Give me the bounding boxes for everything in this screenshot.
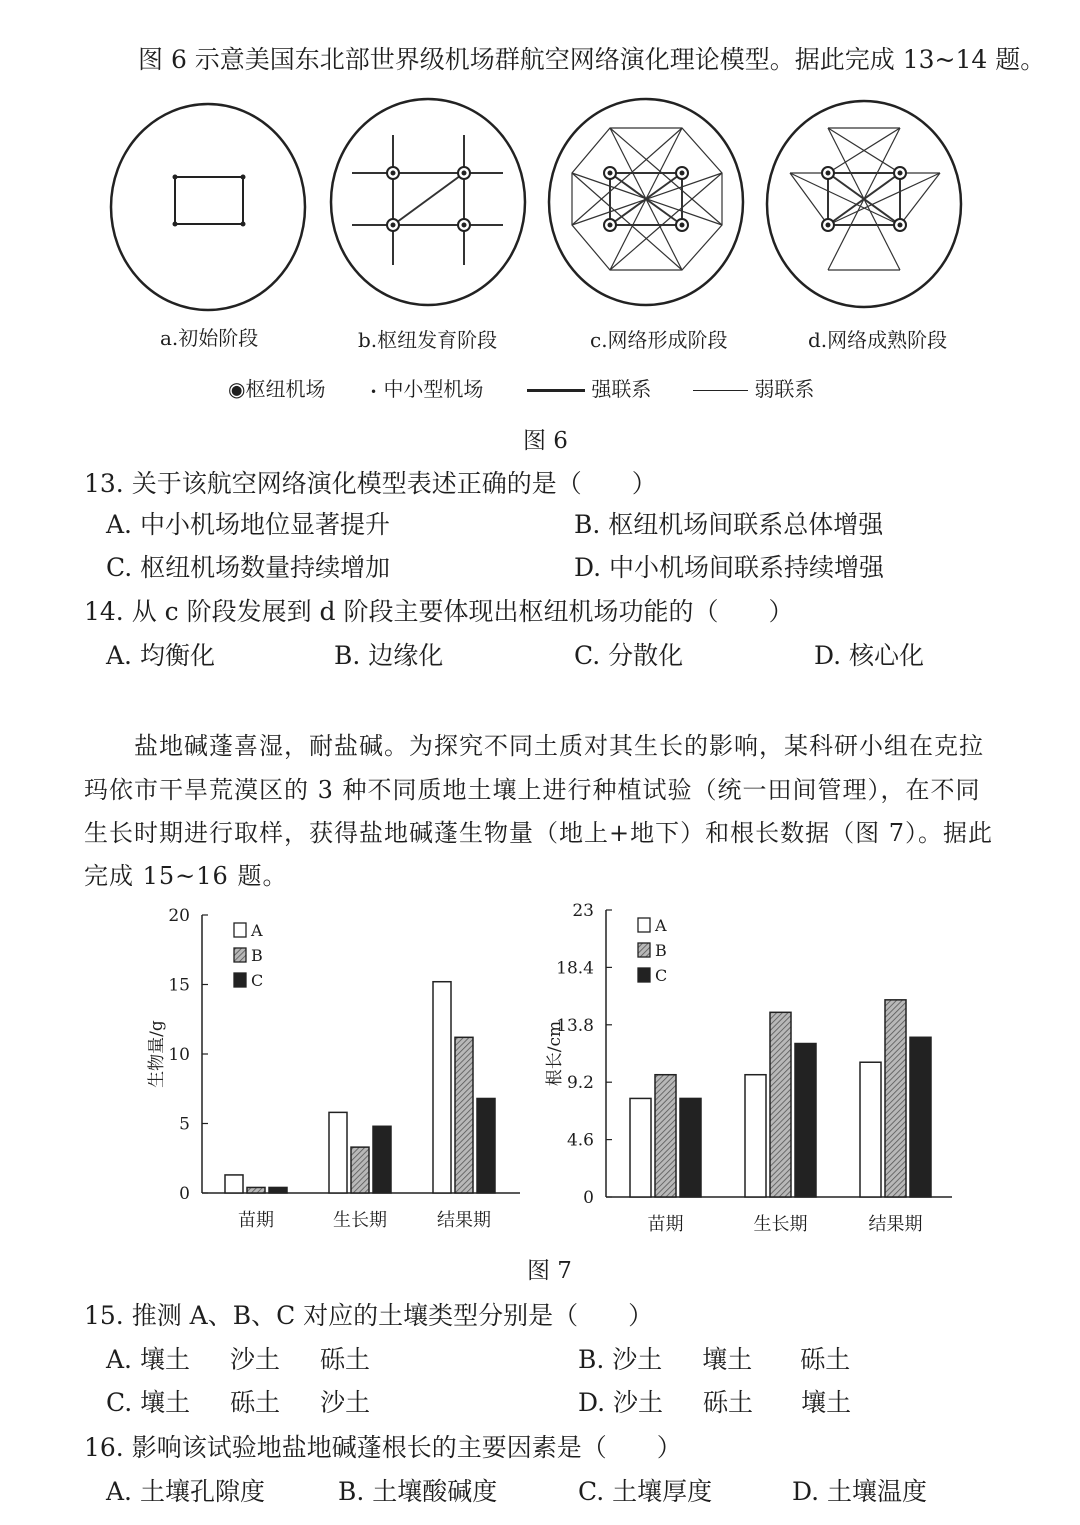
chart1-legend-label-a: A bbox=[251, 921, 263, 940]
chart1-bar-c-3 bbox=[477, 1098, 495, 1193]
chart2-bar-b-2 bbox=[770, 1012, 791, 1197]
chart2-y-label: 根长/cm bbox=[545, 1020, 565, 1087]
chart1-legend-swatch-c bbox=[234, 973, 246, 987]
chart1-bar-a-2 bbox=[329, 1112, 347, 1193]
small-airport-icon: • bbox=[370, 385, 378, 399]
chart2-legend-label-c: C bbox=[655, 966, 668, 985]
chart2-category-label: 生长期 bbox=[753, 1214, 808, 1235]
q14-option-a[interactable]: A. 均衡化 bbox=[106, 641, 215, 670]
chart2-y-tick-label: 4.6 bbox=[566, 1130, 594, 1151]
stage-label-b: b.枢纽发育阶段 bbox=[358, 328, 498, 352]
chart1-bar-b-1 bbox=[247, 1187, 265, 1193]
chart1-y-tick-label: 15 bbox=[168, 975, 190, 996]
q13-option-b[interactable]: B. 枢纽机场间联系总体增强 bbox=[574, 510, 884, 539]
stage-label-c: c.网络形成阶段 bbox=[590, 328, 728, 352]
stage-d-diagram bbox=[767, 101, 961, 307]
chart2-y-tick-label: 23 bbox=[572, 901, 594, 921]
chart2-legend-label-b: B bbox=[655, 941, 667, 960]
chart1-bar-b-3 bbox=[455, 1037, 473, 1193]
q14-option-c[interactable]: C. 分散化 bbox=[574, 641, 684, 670]
legend-small: • 中小型机场 bbox=[370, 377, 484, 401]
q13-option-c[interactable]: C. 枢纽机场数量持续增加 bbox=[106, 553, 391, 582]
chart2-y-tick-label: 0 bbox=[583, 1188, 594, 1208]
chart2-legend-swatch-a bbox=[638, 918, 650, 932]
intro2-line-3: 生长时期进行取样，获得盐地碱蓬生物量（地上+地下）和根长数据（图 7）。据此 bbox=[84, 819, 994, 847]
figure6-caption: 图 6 bbox=[523, 428, 568, 454]
chart2-category-label: 结果期 bbox=[868, 1214, 923, 1235]
q14-stem: 14. 从 c 阶段发展到 d 阶段主要体现出枢纽机场功能的（ ） bbox=[84, 597, 794, 626]
chart2-y-tick-label: 13.8 bbox=[556, 1015, 594, 1036]
q16-stem: 16. 影响该试验地盐地碱蓬根长的主要因素是（ ） bbox=[84, 1433, 682, 1462]
chart2-category-label: 苗期 bbox=[647, 1214, 684, 1235]
chart1-bar-a-3 bbox=[433, 982, 451, 1193]
chart2-legend-swatch-b bbox=[638, 943, 650, 957]
stage-label-d: d.网络成熟阶段 bbox=[808, 328, 948, 352]
hub-airport-icon: ◉ bbox=[228, 377, 246, 401]
intro2-line-1: 盐地碱蓬喜湿，耐盐碱。为探究不同土质对其生长的影响，某科研小组在克拉 bbox=[134, 732, 984, 760]
chart2-bar-a-1 bbox=[630, 1098, 651, 1197]
chart1-category-label: 结果期 bbox=[437, 1210, 491, 1231]
q15-option-d[interactable]: D. 沙土 砾土 壤土 bbox=[578, 1388, 852, 1417]
q16-option-a[interactable]: A. 土壤孔隙度 bbox=[106, 1477, 265, 1506]
chart1-legend-label-b: B bbox=[251, 946, 263, 965]
chart2-bar-c-3 bbox=[910, 1037, 931, 1197]
stage-a-diagram bbox=[111, 104, 305, 310]
q13-option-a[interactable]: A. 中小机场地位显著提升 bbox=[106, 510, 390, 539]
chart1-legend-swatch-b bbox=[234, 948, 246, 962]
q14-option-b[interactable]: B. 边缘化 bbox=[334, 641, 444, 670]
figure7-charts bbox=[0, 895, 1080, 1255]
chart2-bar-b-1 bbox=[655, 1075, 676, 1197]
legend-weak: 弱联系 bbox=[693, 373, 814, 402]
stage-b-diagram bbox=[331, 99, 525, 305]
chart2-bar-a-3 bbox=[860, 1062, 881, 1197]
chart1-y-tick-label: 20 bbox=[168, 906, 190, 926]
chart1-y-label: 生物量/g bbox=[147, 1020, 167, 1088]
strong-link-icon bbox=[527, 389, 585, 392]
chart1-y-tick-label: 10 bbox=[168, 1045, 190, 1065]
chart1-legend-label-c: C bbox=[251, 971, 264, 990]
q16-option-b[interactable]: B. 土壤酸碱度 bbox=[338, 1477, 498, 1506]
chart2-y-tick-label: 18.4 bbox=[556, 958, 594, 979]
q16-option-c[interactable]: C. 土壤厚度 bbox=[578, 1477, 713, 1506]
chart1-bar-c-1 bbox=[269, 1187, 287, 1193]
q14-option-d[interactable]: D. 核心化 bbox=[814, 641, 925, 670]
chart1-bar-b-2 bbox=[351, 1147, 369, 1193]
q15-stem: 15. 推测 A、B、C 对应的土壤类型分别是（ ） bbox=[84, 1301, 654, 1330]
intro2-line-4: 完成 15~16 题。 bbox=[84, 862, 288, 890]
chart2-legend-label-a: A bbox=[655, 916, 667, 935]
stage-c-diagram bbox=[549, 99, 743, 305]
chart2-bar-c-1 bbox=[680, 1098, 701, 1197]
chart1-category-label: 苗期 bbox=[238, 1210, 274, 1231]
chart2-bar-b-3 bbox=[885, 1000, 906, 1197]
chart1-bar-a-1 bbox=[225, 1175, 243, 1193]
q15-option-a[interactable]: A. 壤土 沙土 砾土 bbox=[106, 1345, 370, 1374]
intro2-line-2: 玛依市干旱荒漠区的 3 种不同质地土壤上进行种植试验（统一田间管理），在不同 bbox=[84, 776, 981, 804]
intro-figure6: 图 6 示意美国东北部世界级机场群航空网络演化理论模型。据此完成 13~14 题。 bbox=[138, 45, 1046, 74]
legend-strong: 强联系 bbox=[527, 373, 651, 402]
q15-option-b[interactable]: B. 沙土 壤土 砾土 bbox=[578, 1345, 851, 1374]
q16-option-d[interactable]: D. 土壤温度 bbox=[792, 1477, 928, 1506]
legend-hub: ◉枢纽机场 bbox=[228, 377, 326, 401]
q13-stem: 13. 关于该航空网络演化模型表述正确的是（ ） bbox=[84, 469, 657, 498]
chart1-category-label: 生长期 bbox=[333, 1210, 387, 1231]
chart2-y-tick-label: 9.2 bbox=[566, 1073, 594, 1094]
chart1-bar-c-2 bbox=[373, 1126, 391, 1193]
q15-option-c[interactable]: C. 壤土 砾土 沙土 bbox=[106, 1388, 371, 1417]
chart2-bar-c-2 bbox=[795, 1044, 816, 1197]
chart1-legend-swatch-a bbox=[234, 923, 246, 937]
weak-link-icon bbox=[693, 390, 748, 391]
stage-label-a: a.初始阶段 bbox=[160, 326, 259, 350]
chart2-legend-swatch-c bbox=[638, 968, 650, 982]
chart1-y-tick-label: 5 bbox=[179, 1114, 190, 1135]
q13-option-d[interactable]: D. 中小机场间联系持续增强 bbox=[574, 553, 885, 582]
chart1-y-tick-label: 0 bbox=[179, 1184, 190, 1204]
figure7-caption: 图 7 bbox=[527, 1258, 572, 1284]
chart2-bar-a-2 bbox=[745, 1075, 766, 1197]
